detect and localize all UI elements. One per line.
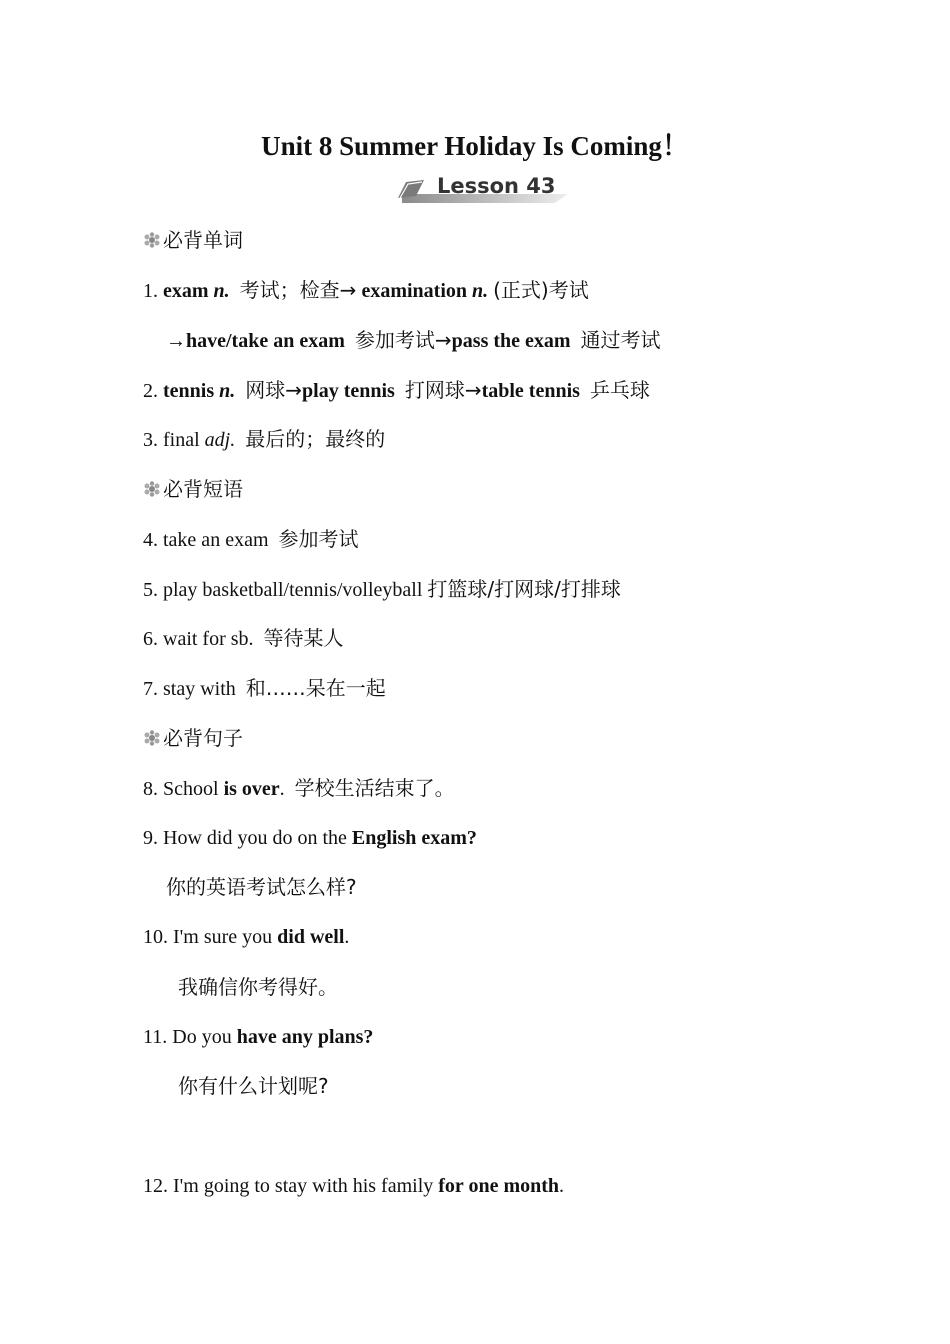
key-phrase: is over <box>223 778 280 800</box>
list-item <box>143 526 359 553</box>
phrase: play tennis <box>302 380 395 402</box>
list-item <box>143 1024 373 1050</box>
sentence-text: . <box>279 778 285 800</box>
arrow: → <box>166 330 186 352</box>
sentence-text: . <box>559 1175 565 1197</box>
translation: 你有什么计划呢? <box>178 1074 329 1098</box>
flower-icon <box>143 481 161 497</box>
item-number: 1. <box>143 280 158 302</box>
translation: 打篮球/打网球/打排球 <box>427 577 621 601</box>
flower-icon <box>143 232 161 248</box>
vocab-word: final <box>163 429 200 451</box>
part-of-speech: n. <box>472 280 489 302</box>
key-phrase: English exam? <box>351 827 477 849</box>
translation: 你的英语考试怎么样? <box>166 875 357 899</box>
section-label: 必背单词 <box>163 228 243 252</box>
item-number: 5. <box>143 579 158 601</box>
translation: 等待某人 <box>263 626 344 650</box>
item-number: 6. <box>143 628 158 650</box>
part-of-speech: n. <box>219 380 236 402</box>
sentence-text: . <box>344 926 350 948</box>
sentence-text: Do you <box>172 1026 232 1048</box>
lesson-label: Lesson 43 <box>437 174 556 198</box>
section-heading-words <box>143 227 243 253</box>
list-item <box>143 277 589 304</box>
phrase: play basketball/tennis/volleyball <box>163 579 423 601</box>
key-phrase: have any plans? <box>236 1026 374 1048</box>
item-number: 9. <box>143 827 158 849</box>
list-item <box>143 924 349 950</box>
phrase: have/take an exam <box>186 330 345 352</box>
list-item <box>143 775 455 802</box>
translation: 乒乓球 <box>589 378 650 402</box>
translation: 参加考试 <box>278 527 359 551</box>
translation: 打网球→ <box>404 378 482 402</box>
flower-icon <box>143 730 161 746</box>
item-number: 11. <box>143 1026 168 1048</box>
list-item <box>143 1173 564 1199</box>
sentence-text: I'm going to stay with his family <box>173 1175 434 1197</box>
item-number: 8. <box>143 778 158 800</box>
translation: 学校生活结束了。 <box>294 776 455 800</box>
phrase: wait for sb. <box>163 628 254 650</box>
list-item <box>166 327 661 354</box>
item-number: 4. <box>143 529 158 551</box>
translation: 参加考试→ <box>354 328 452 352</box>
sentence-text: I'm sure you <box>173 926 273 948</box>
translation: 网球→ <box>245 378 303 402</box>
translation: 通过考试 <box>580 328 661 352</box>
section-heading-phrases <box>143 476 243 502</box>
phrase: stay with <box>163 678 236 700</box>
item-number: 2. <box>143 380 158 402</box>
translation: 我确信你考得好。 <box>178 975 338 999</box>
list-item <box>143 426 385 453</box>
translation: (正式)考试 <box>493 278 589 302</box>
item-number: 10. <box>143 926 168 948</box>
list-item <box>143 377 650 404</box>
translation: 考试；检查→ <box>239 278 357 302</box>
list-item <box>143 625 344 652</box>
sentence-text: School <box>163 778 219 800</box>
lesson-banner <box>384 172 568 206</box>
part-of-speech: n. <box>213 280 230 302</box>
section-label: 必背短语 <box>163 477 243 501</box>
phrase: pass the exam <box>451 330 571 352</box>
phrase: table tennis <box>481 380 580 402</box>
part-of-speech: adj. <box>204 429 236 451</box>
list-item <box>143 825 477 851</box>
translation: 和……呆在一起 <box>245 676 386 700</box>
item-number: 12. <box>143 1175 168 1197</box>
translation: 最后的；最终的 <box>245 427 386 451</box>
item-number: 3. <box>143 429 158 451</box>
section-heading-sentences <box>143 725 243 751</box>
book-icon <box>396 178 426 200</box>
vocab-word: tennis <box>163 380 215 402</box>
sentence-text: How did you do on the <box>163 827 347 849</box>
item-number: 7. <box>143 678 158 700</box>
page-title: Unit 8 Summer Holiday Is Coming！ <box>261 131 689 161</box>
list-item <box>143 675 386 702</box>
phrase: take an exam <box>163 529 269 551</box>
vocab-word: exam <box>163 280 209 302</box>
list-item <box>143 576 621 603</box>
derived-word: examination <box>361 280 467 302</box>
section-label: 必背句子 <box>163 726 243 750</box>
key-phrase: did well <box>277 926 345 948</box>
key-phrase: for one month <box>438 1175 560 1197</box>
